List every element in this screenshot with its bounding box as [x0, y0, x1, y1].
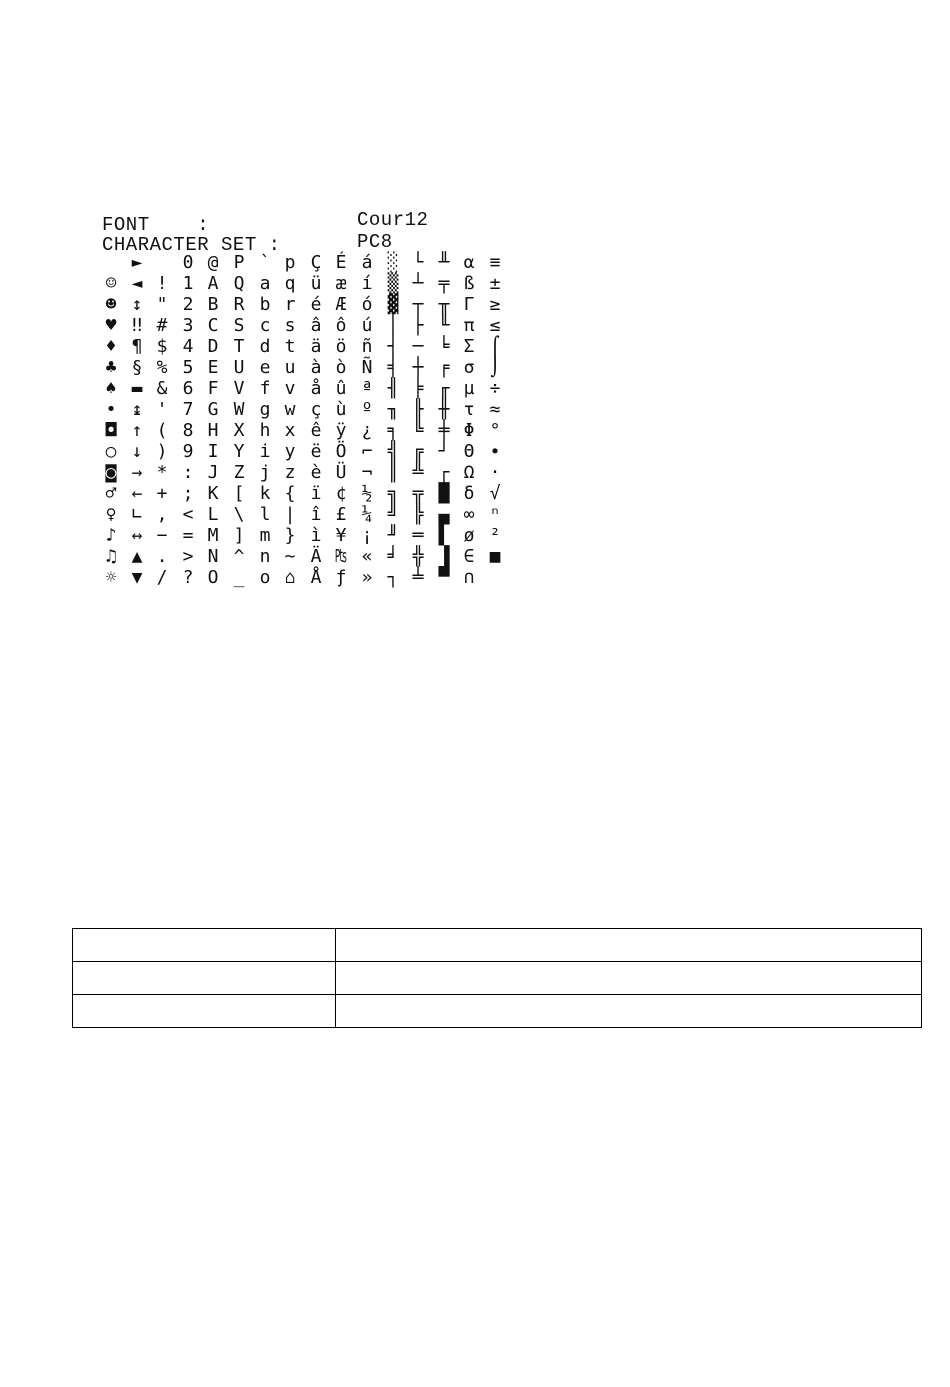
char-cell: ⌡	[489, 357, 501, 378]
char-cell: )	[156, 441, 168, 462]
char-cell: æ	[335, 273, 347, 294]
char-cell: ◄	[131, 273, 143, 294]
char-cell: (	[156, 420, 168, 441]
char-cell: ♥	[105, 315, 117, 336]
char-cell: ≤	[489, 315, 501, 336]
char-cell: 9	[182, 441, 194, 462]
char-cell: L	[207, 504, 219, 525]
char-cell: ∩	[463, 567, 475, 588]
char-cell: ╝	[387, 504, 399, 525]
char-cell: ¬	[361, 462, 373, 483]
char-cell: *	[156, 462, 168, 483]
char-cell: ╡	[387, 357, 399, 378]
char-cell: Æ	[335, 294, 347, 315]
table-cell	[336, 962, 922, 995]
char-cell: ₧	[335, 546, 347, 567]
char-cell: ☺	[105, 273, 117, 294]
char-cell: +	[156, 483, 168, 504]
char-cell: ╤	[438, 273, 450, 294]
char-cell: H	[207, 420, 219, 441]
char-cell: ≥	[489, 294, 501, 315]
char-cell: |	[284, 504, 296, 525]
char-cell: │	[387, 315, 399, 336]
char-cell: x	[284, 420, 296, 441]
char-cell: ☼	[105, 567, 117, 588]
char-cell: ¶	[131, 336, 143, 357]
char-cell: └	[412, 252, 424, 273]
char-cell: U	[233, 357, 245, 378]
char-cell: o	[259, 567, 271, 588]
char-cell: ä	[310, 336, 322, 357]
char-cell: ↕	[131, 294, 143, 315]
char-cell: ¡	[361, 525, 373, 546]
char-cell: ƒ	[335, 567, 347, 588]
char-cell: ²	[489, 525, 501, 546]
char-cell: ]	[233, 525, 245, 546]
char-cell: Σ	[463, 336, 475, 357]
char-cell: ┐	[387, 567, 399, 588]
char-cell: ┌	[438, 462, 450, 483]
char-cell: ì	[310, 525, 322, 546]
char-cell: .	[156, 546, 168, 567]
char-cell: Γ	[463, 294, 475, 315]
char-cell: ?	[182, 567, 194, 588]
char-cell: ┼	[412, 357, 424, 378]
char-cell: █	[438, 483, 450, 504]
char-cell: ═	[412, 525, 424, 546]
char-cell: ÿ	[335, 420, 347, 441]
char-cell: ╖	[387, 399, 399, 420]
char-cell: <	[182, 504, 194, 525]
char-cell: −	[156, 525, 168, 546]
char-cell: Θ	[463, 441, 475, 462]
char-cell: P	[233, 252, 245, 273]
char-cell: ♀	[105, 504, 117, 525]
char-cell: ○	[105, 441, 117, 462]
char-cell: `	[259, 252, 271, 273]
char-cell: ◘	[105, 420, 117, 441]
char-cell: ╗	[387, 483, 399, 504]
char-cell: ╩	[412, 462, 424, 483]
char-cell: G	[207, 399, 219, 420]
char-cell: ←	[131, 483, 143, 504]
char-cell: ¿	[361, 420, 373, 441]
char-cell	[149, 252, 175, 273]
char-cell: z	[284, 462, 296, 483]
char-cell: à	[310, 357, 322, 378]
char-cell: ç	[310, 399, 322, 420]
char-cell: A	[207, 273, 219, 294]
char-cell: ┬	[412, 294, 424, 315]
char-cell: →	[131, 462, 143, 483]
font-value: Cour12	[357, 209, 429, 231]
char-cell: ▼	[131, 567, 143, 588]
char-cell: ▒	[387, 273, 399, 294]
font-label: FONT :	[102, 214, 210, 236]
char-cell: ⌐	[361, 441, 373, 462]
char-cell: 5	[182, 357, 194, 378]
char-cell: m	[259, 525, 271, 546]
char-cell: ♠	[105, 378, 117, 399]
char-cell: µ	[463, 378, 475, 399]
char-cell: J	[207, 462, 219, 483]
char-cell: ≈	[489, 399, 501, 420]
char-cell: ø	[463, 525, 475, 546]
char-cell: '	[156, 399, 168, 420]
char-cell: g	[259, 399, 271, 420]
char-cell: ╠	[412, 504, 424, 525]
char-cell: ◙	[105, 462, 117, 483]
char-cell: Ç	[310, 252, 322, 273]
char-cell: ►	[131, 252, 143, 273]
char-cell: ö	[335, 336, 347, 357]
char-cell: I	[207, 441, 219, 462]
char-cell: ♦	[105, 336, 117, 357]
char-cell: ▬	[131, 378, 143, 399]
char-cell: ¢	[335, 483, 347, 504]
char-cell: ↔	[131, 525, 143, 546]
table-cell	[73, 929, 336, 962]
char-cell: :	[182, 462, 194, 483]
char-cell: ô	[335, 315, 347, 336]
char-cell: h	[259, 420, 271, 441]
char-cell: ¼	[361, 504, 373, 525]
char-cell: ╨	[438, 252, 450, 273]
char-cell: ╪	[438, 420, 450, 441]
char-cell: ÷	[489, 378, 501, 399]
char-cell: 7	[182, 399, 194, 420]
char-cell: ‼	[131, 315, 143, 336]
char-cell: ú	[361, 315, 373, 336]
char-cell	[482, 567, 508, 588]
char-cell: ▌	[438, 525, 450, 546]
character-set-label: CHARACTER SET :	[102, 234, 281, 256]
char-cell: C	[207, 315, 219, 336]
char-cell: W	[233, 399, 245, 420]
char-cell: N	[207, 546, 219, 567]
char-cell: b	[259, 294, 271, 315]
char-cell: ß	[463, 273, 475, 294]
char-cell: [	[233, 483, 245, 504]
char-cell: δ	[463, 483, 475, 504]
char-cell: r	[284, 294, 296, 315]
char-cell: D	[207, 336, 219, 357]
char-cell: í	[361, 273, 373, 294]
char-cell: ∟	[131, 504, 143, 525]
char-cell: ▓	[387, 294, 399, 315]
char-cell: σ	[463, 357, 475, 378]
char-cell: B	[207, 294, 219, 315]
char-cell: ╕	[387, 420, 399, 441]
char-cell: Φ	[463, 420, 475, 441]
char-cell: ├	[412, 315, 424, 336]
table-cell	[73, 962, 336, 995]
char-cell: á	[361, 252, 373, 273]
table-row	[73, 929, 922, 962]
char-cell: ♣	[105, 357, 117, 378]
char-cell: ∞	[463, 504, 475, 525]
table-row	[73, 962, 922, 995]
char-cell: ♫	[105, 546, 117, 567]
char-cell: π	[463, 315, 475, 336]
char-cell: w	[284, 399, 296, 420]
char-cell: T	[233, 336, 245, 357]
char-cell: ⌠	[489, 336, 501, 357]
char-cell: ½	[361, 483, 373, 504]
char-cell: Z	[233, 462, 245, 483]
char-cell: ┘	[438, 441, 450, 462]
char-cell: ↓	[131, 441, 143, 462]
char-cell: ∈	[463, 546, 475, 567]
char-cell: •	[105, 399, 117, 420]
char-cell: ▀	[438, 567, 450, 588]
char-cell: Y	[233, 441, 245, 462]
char-cell: √	[489, 483, 501, 504]
char-cell: ╟	[412, 399, 424, 420]
char-cell: ╧	[412, 567, 424, 588]
char-cell: ♪	[105, 525, 117, 546]
char-cell: â	[310, 315, 322, 336]
char-cell: è	[310, 462, 322, 483]
char-cell: /	[156, 567, 168, 588]
char-cell: é	[310, 294, 322, 315]
table-cell	[336, 929, 922, 962]
char-cell: ∙	[489, 441, 501, 462]
char-cell: 0	[182, 252, 194, 273]
char-cell: ò	[335, 357, 347, 378]
char-cell: t	[284, 336, 296, 357]
char-cell: X	[233, 420, 245, 441]
char-cell: É	[335, 252, 347, 273]
char-cell: a	[259, 273, 271, 294]
table-cell	[73, 995, 336, 1028]
info-table	[72, 928, 922, 1028]
char-cell: R	[233, 294, 245, 315]
char-cell: ;	[182, 483, 194, 504]
char-cell: ╞	[412, 378, 424, 399]
char-cell: ù	[335, 399, 347, 420]
char-cell: M	[207, 525, 219, 546]
char-cell: _	[233, 567, 245, 588]
char-cell: ╣	[387, 441, 399, 462]
char-cell: Ä	[310, 546, 322, 567]
char-cell: }	[284, 525, 296, 546]
char-cell: 4	[182, 336, 194, 357]
char-cell: ª	[361, 378, 373, 399]
char-cell: ↑	[131, 420, 143, 441]
char-cell: 2	[182, 294, 194, 315]
char-cell: ♂	[105, 483, 117, 504]
char-cell: S	[233, 315, 245, 336]
char-cell: =	[182, 525, 194, 546]
char-cell: û	[335, 378, 347, 399]
char-cell: ó	[361, 294, 373, 315]
char-cell: ╚	[412, 420, 424, 441]
char-cell: c	[259, 315, 271, 336]
char-cell: n	[259, 546, 271, 567]
char-cell: k	[259, 483, 271, 504]
char-cell: V	[233, 378, 245, 399]
char-cell: f	[259, 378, 271, 399]
char-cell: ╬	[412, 546, 424, 567]
char-cell: F	[207, 378, 219, 399]
char-cell: £	[335, 504, 347, 525]
char-cell: ⁿ	[489, 504, 501, 525]
char-cell: α	[463, 252, 475, 273]
char-cell: Å	[310, 567, 322, 588]
char-cell: &	[156, 378, 168, 399]
char-cell: ê	[310, 420, 322, 441]
char-cell	[98, 252, 124, 273]
table-cell	[336, 995, 922, 1028]
char-cell: ■	[489, 546, 501, 567]
char-cell: §	[131, 357, 143, 378]
char-cell: «	[361, 546, 373, 567]
char-cell: ╒	[438, 357, 450, 378]
char-cell: s	[284, 315, 296, 336]
char-cell: ▄	[438, 504, 450, 525]
char-cell: E	[207, 357, 219, 378]
char-cell: y	[284, 441, 296, 462]
char-cell: $	[156, 336, 168, 357]
char-cell: ╓	[438, 378, 450, 399]
char-cell: O	[207, 567, 219, 588]
char-cell: ï	[310, 483, 322, 504]
char-cell: °	[489, 420, 501, 441]
char-cell: ±	[489, 273, 501, 294]
char-cell: p	[284, 252, 296, 273]
char-cell: Ö	[335, 441, 347, 462]
char-cell: ¥	[335, 525, 347, 546]
char-cell: Ω	[463, 462, 475, 483]
char-cell: ╜	[387, 525, 399, 546]
char-cell: ╫	[438, 399, 450, 420]
char-cell: ╦	[412, 483, 424, 504]
char-cell: l	[259, 504, 271, 525]
char-cell: ☻	[105, 294, 117, 315]
char-cell: 8	[182, 420, 194, 441]
char-cell: u	[284, 357, 296, 378]
char-cell: #	[156, 315, 168, 336]
char-cell: ╢	[387, 378, 399, 399]
char-cell: Ü	[335, 462, 347, 483]
char-cell: ║	[387, 462, 399, 483]
char-cell: q	[284, 273, 296, 294]
char-cell: ·	[489, 462, 501, 483]
char-cell: v	[284, 378, 296, 399]
char-cell: 1	[182, 273, 194, 294]
char-cell: 3	[182, 315, 194, 336]
char-cell: î	[310, 504, 322, 525]
table-row	[73, 995, 922, 1028]
char-cell: τ	[463, 399, 475, 420]
char-cell: >	[182, 546, 194, 567]
char-cell: å	[310, 378, 322, 399]
char-cell: @	[207, 252, 219, 273]
char-cell: ü	[310, 273, 322, 294]
char-cell: d	[259, 336, 271, 357]
char-cell: ─	[412, 336, 424, 357]
character-set-value: PC8	[357, 231, 393, 253]
char-cell: i	[259, 441, 271, 462]
char-cell: Q	[233, 273, 245, 294]
char-cell: »	[361, 567, 373, 588]
char-cell: %	[156, 357, 168, 378]
char-cell: ñ	[361, 336, 373, 357]
char-cell: e	[259, 357, 271, 378]
char-cell: ↨	[131, 399, 143, 420]
char-cell: \	[233, 504, 245, 525]
char-cell: ^	[233, 546, 245, 567]
char-cell: j	[259, 462, 271, 483]
char-cell: ▲	[131, 546, 143, 567]
char-cell: ╛	[387, 546, 399, 567]
char-cell: ╥	[438, 294, 450, 315]
char-cell: ╔	[412, 441, 424, 462]
char-cell: {	[284, 483, 296, 504]
char-cell: ≡	[489, 252, 501, 273]
char-cell: ┴	[412, 273, 424, 294]
char-cell: ⌂	[284, 567, 296, 588]
char-cell: Ñ	[361, 357, 373, 378]
char-cell: ╘	[438, 336, 450, 357]
char-cell: ë	[310, 441, 322, 462]
char-cell: ╙	[438, 315, 450, 336]
char-cell: ,	[156, 504, 168, 525]
char-cell: ░	[387, 252, 399, 273]
char-cell: ~	[284, 546, 296, 567]
char-cell: 6	[182, 378, 194, 399]
char-cell: ▐	[438, 546, 450, 567]
char-cell: º	[361, 399, 373, 420]
char-cell: ┤	[387, 336, 399, 357]
char-cell: K	[207, 483, 219, 504]
char-cell: !	[156, 273, 168, 294]
char-cell: "	[156, 294, 168, 315]
